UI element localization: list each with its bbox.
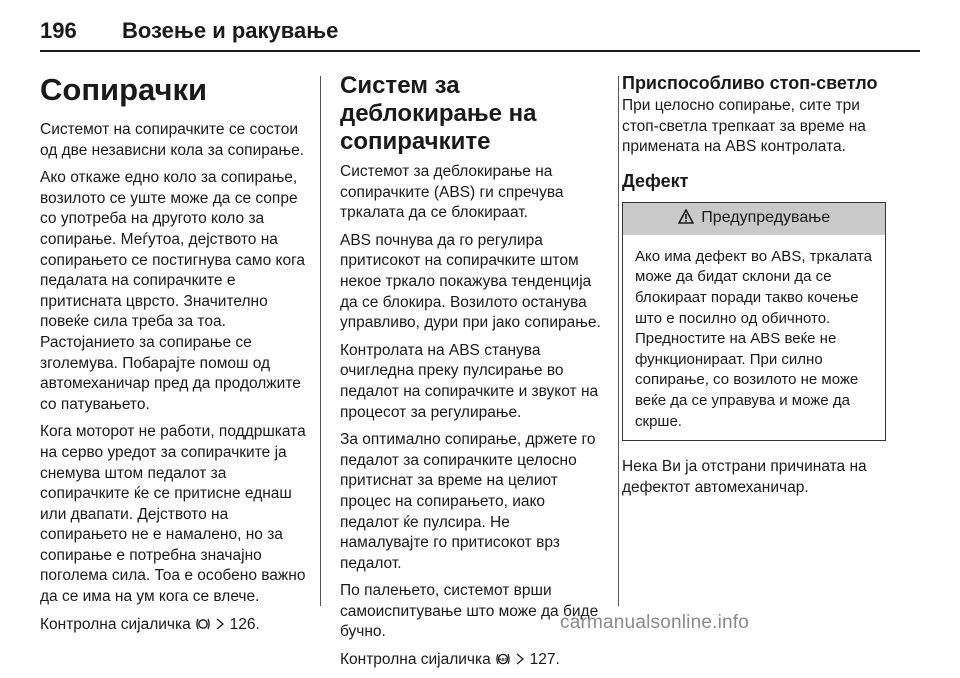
fault-heading: Дефект [622,170,689,191]
page-ref-arrow-icon [515,652,525,666]
column-divider [618,76,619,606]
brakes-heading: Сопирачки [40,72,208,107]
ref-link[interactable] [495,651,560,668]
column-stop-light [622,72,890,505]
warning-box [622,202,886,441]
ref-page: 126. [229,615,260,633]
page-ref-arrow-icon [215,617,225,631]
abs-paragraph-5: По палењето, системот врши самоиспитување што може да биде бучно. [340,582,599,641]
column-brakes [40,72,316,642]
abs-control-light-ref [340,650,602,671]
svg-text:ABS: ABS [498,656,508,662]
brakes-control-light-ref [40,615,316,636]
ref-text: Контролна сијаличка [340,651,491,669]
fault-advice: Нека Ви ја отстрани причината на дефектот автомеханичар. [622,458,867,496]
brakes-paragraph-3: Кога моторот не работи, поддршката на серво уредот за сопирачките ја снемува штом педалот за сопирачките ќе се притисне еднаш или двапати. Дејството на сопирањето не е намалено, но за сопирање е потребна значајно поголема сила. Тоа е особено важно да се има на ум кога се влече. [40,423,306,606]
warning-triangle-icon [678,209,694,224]
abs-icon [495,652,511,666]
header-rule [40,50,920,52]
stop-light-paragraph: При целосно сопирање, сите три стоп-светла трепкаат за време на применатa на ABS контролата. [622,97,866,156]
brakes-paragraph-1: Системот на сопирачките се состои од две независни кола за сопирање. [40,121,304,159]
ref-page: 127. [529,651,560,669]
warning-header [623,203,885,235]
column-abs [340,72,602,678]
watermark: carmanualsonline.info [560,612,750,633]
abs-paragraph-4: За оптимално сопирање, држете го педалот за сопирачките целосно притиснат за време на целиот процес на сопирањето, иако педалот ќе пулсира. Не намалувајте го притисокот врз педалот. [340,431,596,572]
page-header [40,14,920,52]
ref-link[interactable] [195,616,260,633]
abs-heading: Систем за деблокирање на сопирачките [340,72,537,155]
abs-paragraph-1: Системот за деблокирање на сопирачките (ABS) ги спречува тркалата да се блокираат. [340,163,564,222]
warning-body [623,235,885,440]
column-divider [320,76,321,606]
brake-warning-icon [195,617,211,631]
brakes-paragraph-2: Ако откаже едно коло за сопирање, возилото се уште може да се сопре со употреба на другото коло за сопирање. Меѓутоа, дејството на сопирањето се постигнува само кога педалата на сопирачките е притисната цврсто. Значително повеќе сила треба за тоа. Растојанието за сопирање се зголемува. Побарајте помош од автомеханичар пред да продолжите со патувањето. [40,169,305,413]
abs-paragraph-3: Контролата на ABS станува очигледна преку пулсирање во педалот на сопирачките и звукот на процесот за регулирање. [340,341,599,421]
ref-text: Контролна сијаличка [40,615,191,633]
stop-light-heading: Приспособливо стоп-светло [622,73,878,93]
section-title: Возење и ракување [122,18,339,43]
abs-paragraph-2: ABS почнува да го регулира притисокот на сопирачките штом некое тркало покажува тенденција да се блокира. Возилото останува управливо, дури при јако сопирање. [340,231,601,332]
warning-title: Предупредување [701,208,831,226]
page-number: 196 [40,18,77,43]
warning-text: Ако има дефект во ABS, тркалата може да бидат склони да се блокираат поради такво кочење што е посилно од обичното. Предностите на ABS веќе не функционираат. При силно сопирање, со возилото не може веќе да се управува и може да скрше. [635,247,872,430]
